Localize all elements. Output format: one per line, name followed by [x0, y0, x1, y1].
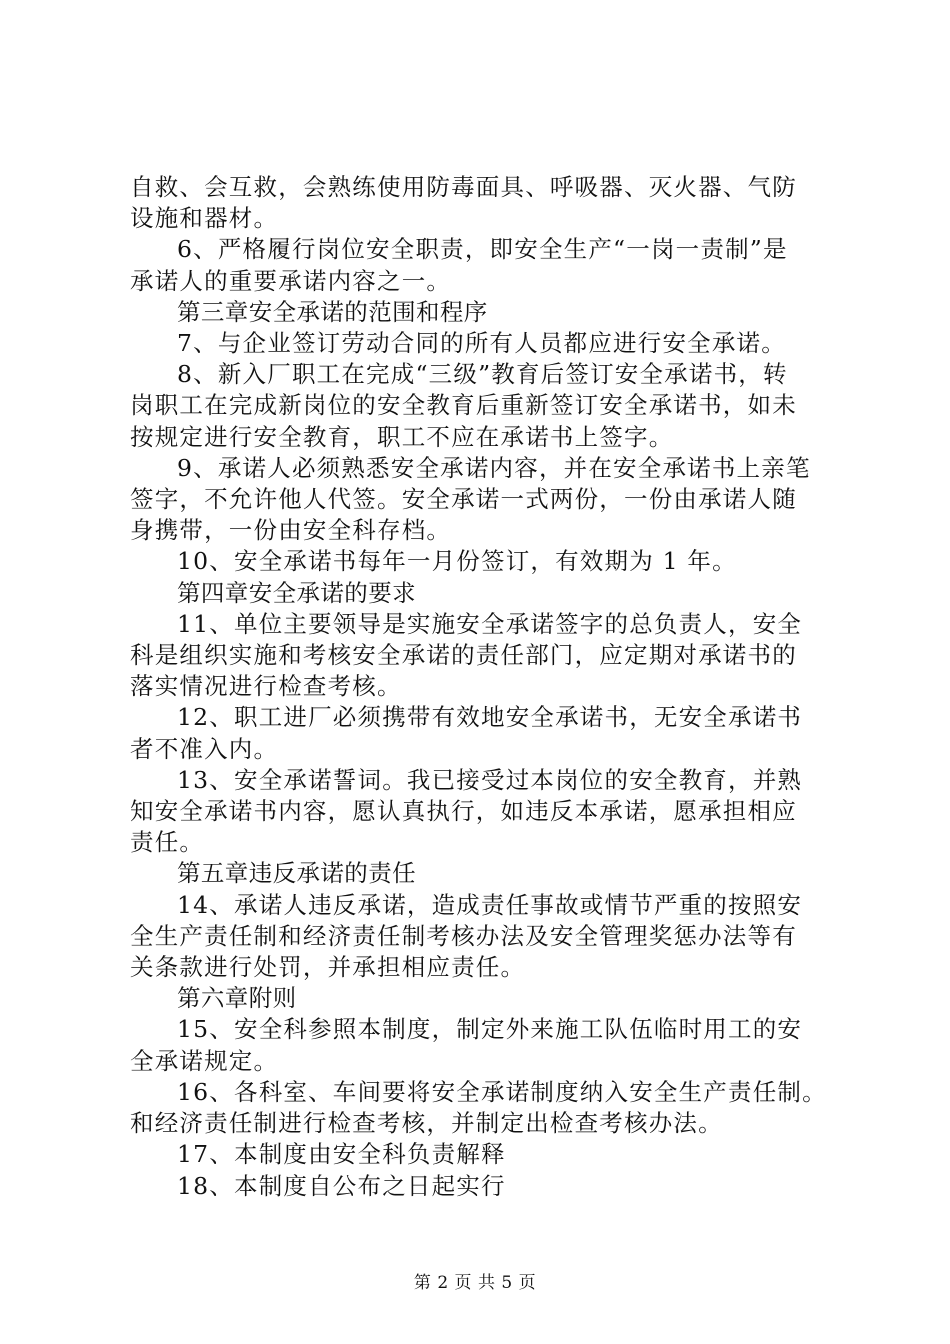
text-line: 和经济责任制进行检查考核，并制定出检查考核办法。 — [130, 1109, 723, 1138]
text-line: 12、职工进厂必须携带有效地安全承诺书，无安全承诺书 — [177, 703, 803, 732]
text-line: 16、各科室、车间要将安全承诺制度纳入安全生产责任制。 — [177, 1077, 827, 1106]
text-line: 全生产责任制和经济责任制考核办法及安全管理奖惩办法等有 — [130, 921, 797, 950]
text-line: 科是组织实施和考核安全承诺的责任部门，应定期对承诺书的 — [130, 641, 797, 670]
text-line: 自救、会互救，会熟练使用防毒面具、呼吸器、灭火器、气防 — [130, 173, 797, 201]
document-body — [130, 172, 850, 1202]
text-line: 14、承诺人违反承诺，造成责任事故或情节严重的按照安 — [177, 890, 803, 919]
chapter-heading: 第四章安全承诺的要求 — [177, 578, 416, 607]
text-line: 岗职工在完成新岗位的安全教育后重新签订安全承诺书，如未 — [130, 391, 797, 420]
text-line: 15、安全科参照本制度，制定外来施工队伍临时用工的安 — [177, 1015, 803, 1044]
chapter-heading: 第六章附则 — [177, 984, 297, 1013]
text-line: 6、严格履行岗位安全职责，即安全生产“一岗一责制”是 — [177, 235, 788, 264]
chapter-heading: 第三章安全承诺的范围和程序 — [177, 297, 488, 326]
text-line: 17、本制度由安全科负责解释 — [177, 1140, 506, 1169]
text-line: 全承诺规定。 — [130, 1046, 279, 1075]
text-line: 设施和器材。 — [130, 204, 279, 233]
text-line: 按规定进行安全教育，职工不应在承诺书上签字。 — [130, 422, 674, 451]
text-line: 18、本制度自公布之日起实行 — [177, 1171, 506, 1200]
text-line: 签字，不允许他人代签。安全承诺一式两份，一份由承诺人随 — [130, 485, 797, 514]
text-line: 13、安全承诺誓词。我已接受过本岗位的安全教育，并熟 — [177, 765, 803, 794]
text-line: 责任。 — [130, 828, 205, 857]
text-line: 7、与企业签订劳动合同的所有人员都应进行安全承诺。 — [177, 329, 786, 358]
text-line: 11、单位主要领导是实施安全承诺签字的总负责人，安全 — [177, 609, 803, 638]
text-line: 知安全承诺书内容，愿认真执行，如违反本承诺，愿承担相应 — [130, 797, 797, 826]
page-footer: 第 2 页 共 5 页 — [413, 1273, 537, 1293]
text-line: 身携带，一份由安全科存档。 — [130, 516, 452, 545]
text-line: 者不准入内。 — [130, 734, 279, 763]
text-line: 承诺人的重要承诺内容之一。 — [130, 266, 452, 295]
chapter-heading: 第五章违反承诺的责任 — [177, 859, 416, 888]
text-line: 9、承诺人必须熟悉安全承诺内容，并在安全承诺书上亲笔 — [177, 453, 811, 482]
text-line: 10、安全承诺书每年一月份签订，有效期为 1 年。 — [177, 547, 737, 576]
text-line: 关条款进行处罚，并承担相应责任。 — [130, 953, 526, 982]
text-line: 8、新入厂职工在完成“三级”教育后签订安全承诺书，转 — [177, 360, 788, 389]
text-line: 落实情况进行检查考核。 — [130, 672, 402, 701]
